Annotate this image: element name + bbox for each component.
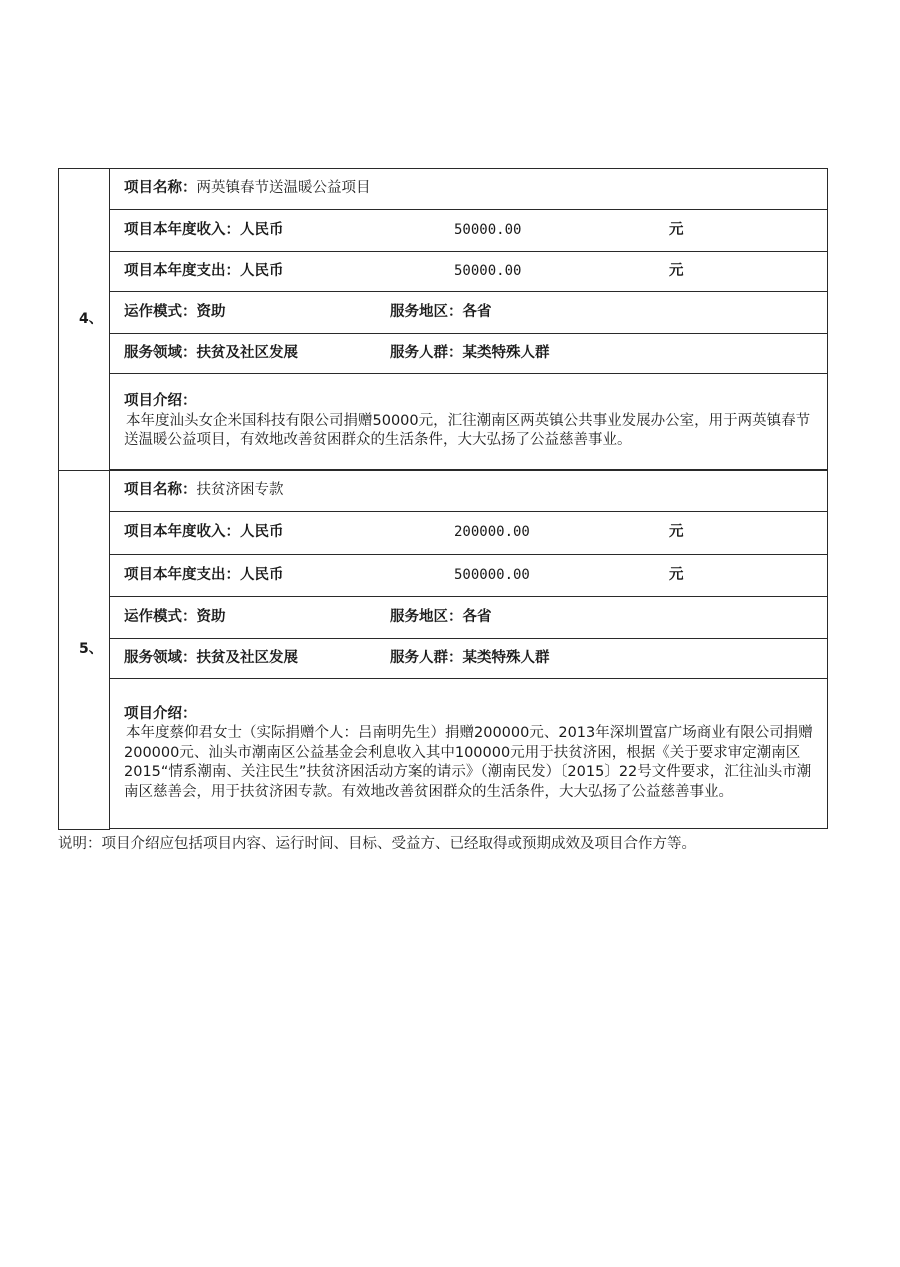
project-name: 扶贫济困专款 — [196, 482, 284, 499]
region-label: 服务地区： — [390, 608, 463, 625]
table-row — [59, 471, 828, 512]
intro-cell — [110, 374, 828, 470]
note-text: 说明：项目介绍应包括项目内容、运行时间、目标、受益方、已经取得或预期成效及项目合作方等。 — [58, 836, 696, 852]
field-value: 扶贫及社区发展 — [196, 344, 298, 361]
group-label: 服务人群： — [390, 344, 463, 361]
project-table — [58, 168, 828, 830]
name-label: 项目名称： — [124, 482, 197, 499]
field-label: 服务领域： — [124, 649, 197, 666]
mode-region-cell — [110, 597, 828, 639]
project-name-cell — [110, 169, 828, 210]
table-row — [59, 334, 828, 374]
field-value: 扶贫及社区发展 — [196, 649, 298, 666]
mode-label: 运作模式： — [124, 608, 197, 625]
table-row — [59, 252, 828, 292]
project-number: 4、 — [59, 169, 110, 471]
region-label: 服务地区： — [390, 303, 463, 320]
project-number: 5、 — [59, 471, 110, 830]
table-row — [59, 679, 828, 829]
group-value: 某类特殊人群 — [462, 649, 550, 666]
income-value: 200000.00 — [454, 524, 530, 541]
income-unit: 元 — [669, 221, 684, 238]
table-row — [59, 292, 828, 334]
group-label: 服务人群： — [390, 649, 463, 666]
intro-cell — [110, 679, 828, 829]
expense-label: 项目本年度支出：人民币 — [124, 566, 284, 583]
income-unit: 元 — [669, 524, 684, 541]
income-value: 50000.00 — [454, 221, 522, 238]
table-row — [59, 555, 828, 597]
expense-unit: 元 — [669, 566, 684, 583]
expense-value: 50000.00 — [454, 262, 522, 279]
mode-value: 资助 — [196, 608, 226, 625]
project-name: 两英镇春节送温暖公益项目 — [196, 180, 371, 197]
mode-label: 运作模式： — [124, 303, 197, 320]
group-value: 某类特殊人群 — [462, 344, 550, 361]
intro-label: 项目介绍： — [124, 393, 197, 410]
expense-value: 500000.00 — [454, 566, 530, 583]
intro-text: 本年度蔡仰君女士（实际捐赠个人：吕南明先生）捐赠200000元、2013年深圳置富广场商业有限公司捐赠200000元、汕头市潮南区公益基金会利息收入其中100000元用于扶贫济困，根据《关于要求审定潮南区2015“情系潮南、关注民生”扶贫济困活动方案的请示》（潮南民发）〔2015〕22号文件要求，汇往汕头市潮南区慈善会，用于扶贫济困专款。有效地改善贫困群众的生活条件，大大弘扬了公益慈善事业。 — [124, 725, 813, 800]
project-name-cell — [110, 471, 828, 512]
region-value: 各省 — [462, 608, 492, 625]
intro-label: 项目介绍： — [124, 705, 197, 722]
table-row — [59, 210, 828, 252]
mode-region-cell — [110, 292, 828, 334]
expense-label: 项目本年度支出：人民币 — [124, 262, 284, 279]
field-group-cell — [110, 334, 828, 374]
expense-unit: 元 — [669, 262, 684, 279]
field-label: 服务领域： — [124, 344, 197, 361]
region-value: 各省 — [462, 303, 492, 320]
table-row — [59, 639, 828, 679]
table-row-spacer — [59, 829, 828, 830]
name-label: 项目名称： — [124, 180, 197, 197]
income-label: 项目本年度收入：人民币 — [124, 221, 284, 238]
income-cell — [110, 210, 828, 252]
expense-cell — [110, 252, 828, 292]
income-label: 项目本年度收入：人民币 — [124, 524, 284, 541]
table-row — [59, 374, 828, 470]
income-cell — [110, 512, 828, 555]
expense-cell — [110, 555, 828, 597]
intro-text: 本年度汕头女企米国科技有限公司捐赠50000元，汇往潮南区两英镇公共事业发展办公室，用于两英镇春节送温暖公益项目，有效地改善贫困群众的生活条件，大大弘扬了公益慈善事业。 — [124, 412, 811, 449]
mode-value: 资助 — [196, 303, 226, 320]
table-row — [59, 169, 828, 210]
table-row — [59, 597, 828, 639]
field-group-cell — [110, 639, 828, 679]
table-row — [59, 512, 828, 555]
